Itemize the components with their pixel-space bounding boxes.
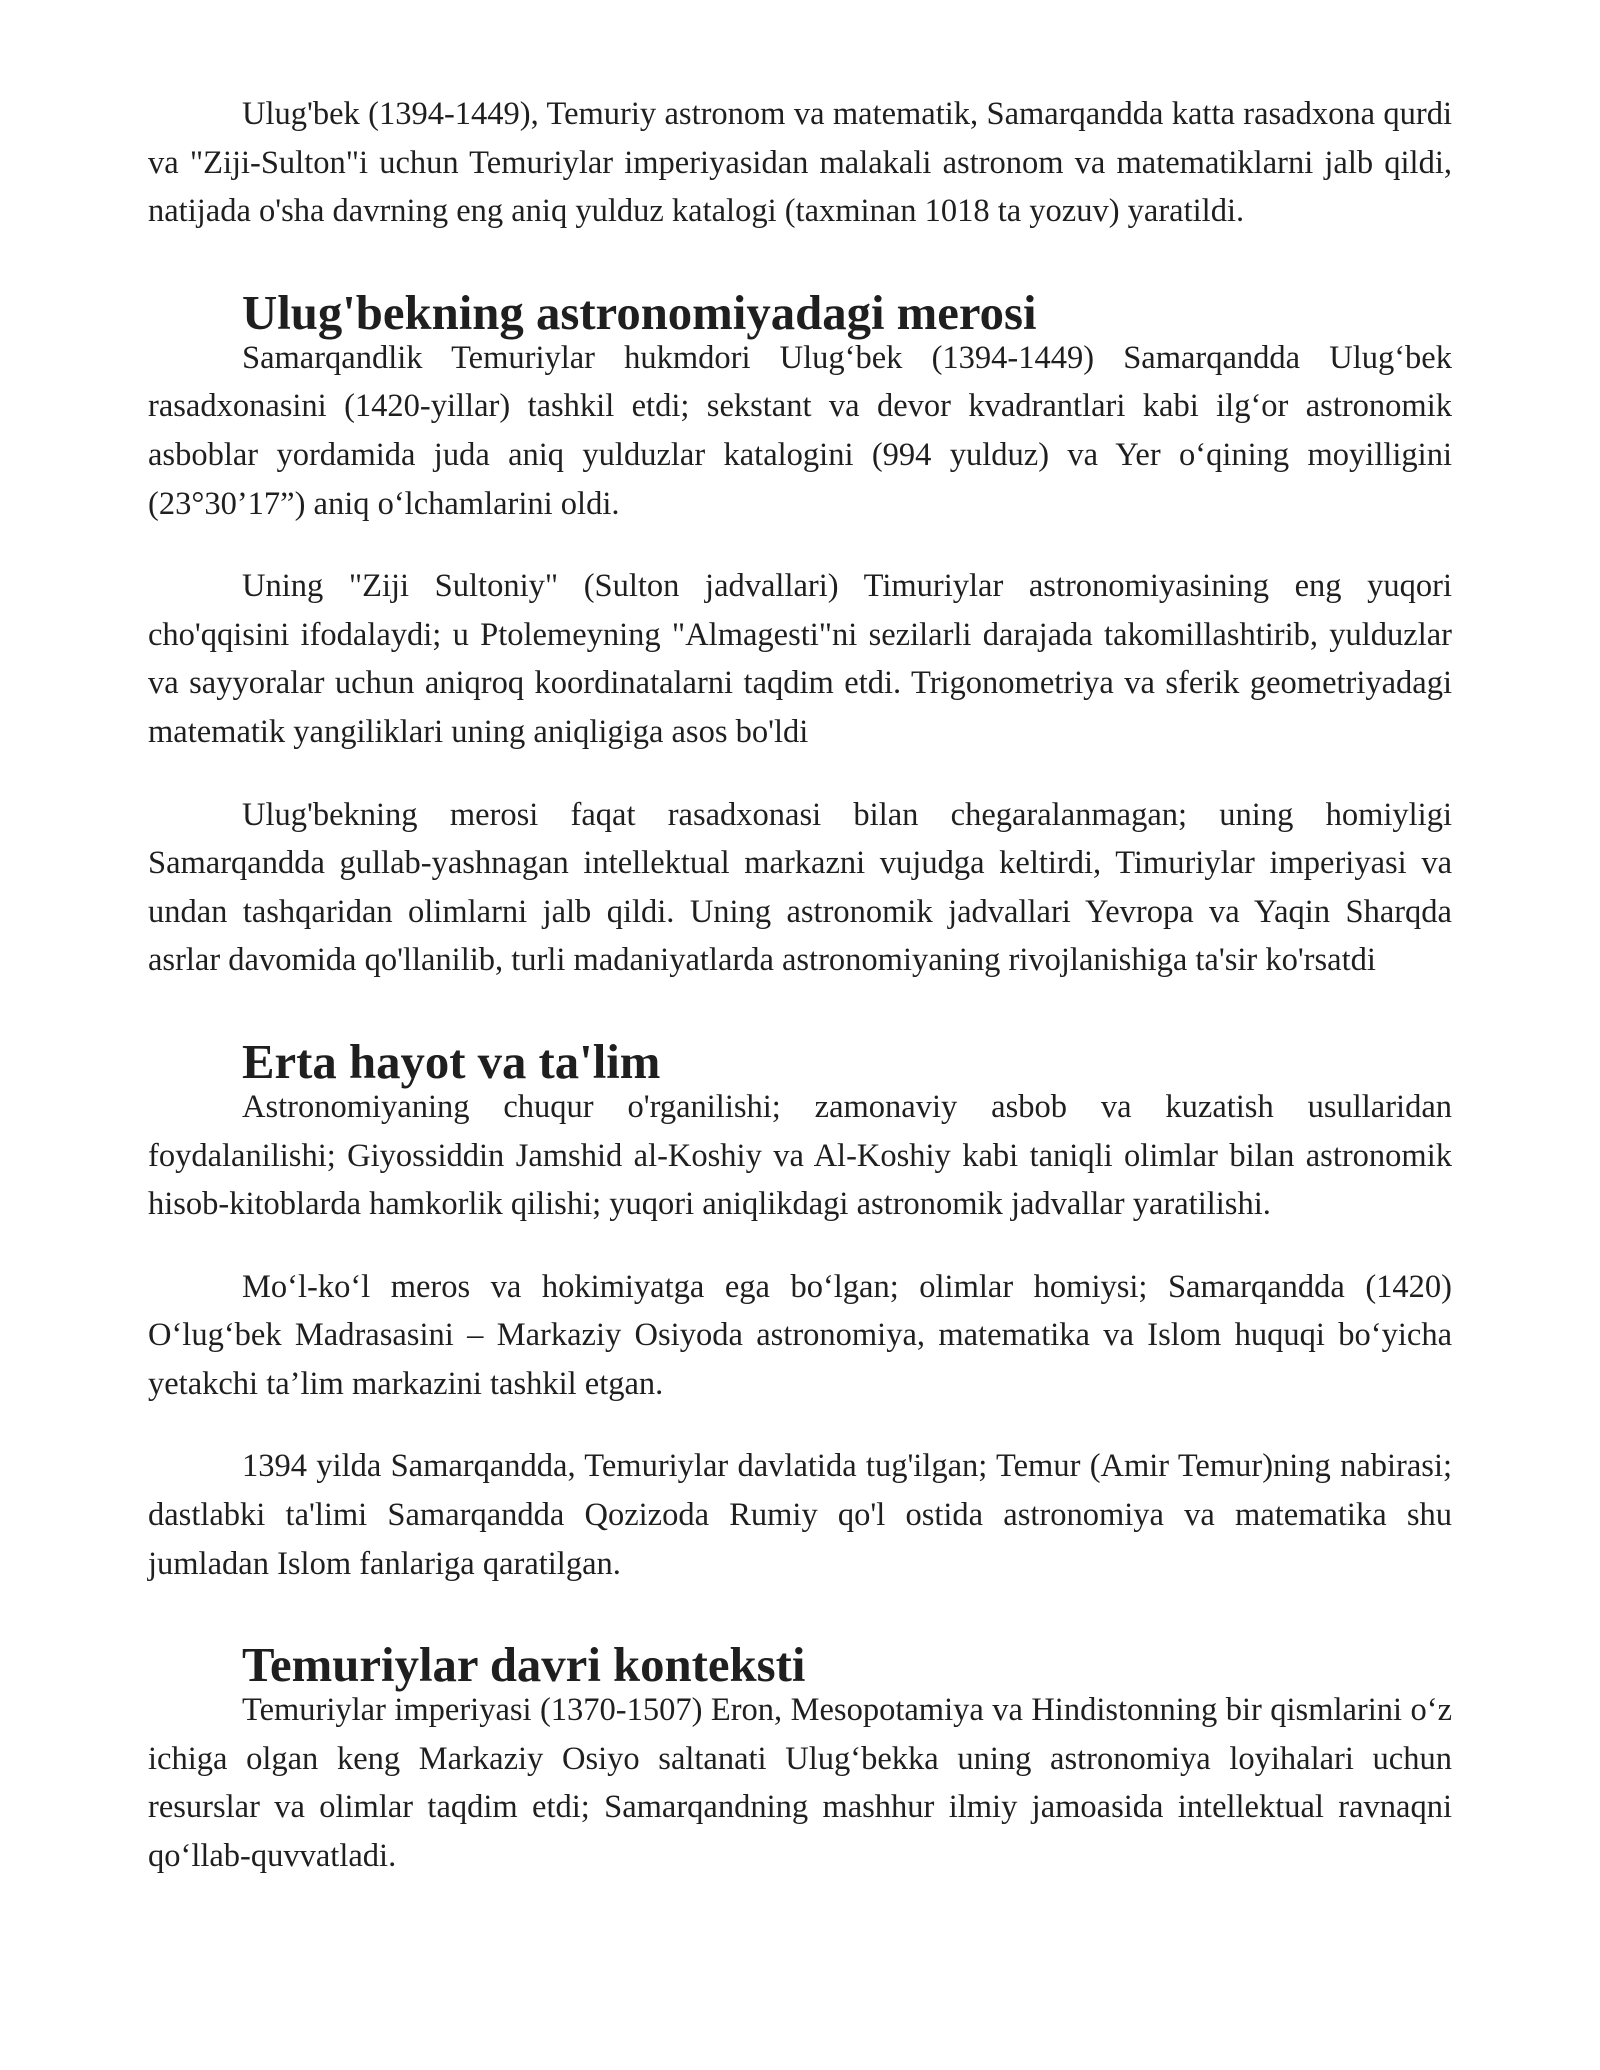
legacy-paragraph-1: Samarqandlik Temuriylar hukmdori Ulug‘bek (1394-1449) Samarqandda Ulug‘bek rasadxonasini (1420-yillar) tashkil etdi; sekstant va devor kvadrantlari kabi ilg‘or astronomik asboblar yordamida juda aniq yulduzlar katalogini (994 yulduz) va Yer o‘qining moyilligini (23°30’17”) aniq o‘lchamlarini oldi. <box>148 339 1452 522</box>
section-spacer <box>148 236 1452 292</box>
document-page <box>148 90 1452 1881</box>
early-life-paragraph-2: Mo‘l-ko‘l meros va hokimiyatga ega bo‘lgan; olimlar homiysi; Samarqandda (1420) O‘lug‘bek Madrasasini – Markaziy Osiyoda astronomiya, matematika va Islom huquqi bo‘yicha yetakchi ta’lim markazini tashkil etgan. <box>148 1268 1452 1402</box>
section-spacer <box>148 1588 1452 1644</box>
intro-paragraph: Ulug'bek (1394-1449), Temuriy astronom va matematik, Samarqandda katta rasadxona qurdi va "Ziji-Sulton"i uchun Temuriylar imperiyasidan malakali astronom va matematiklarni jalb qildi, natijada o'sha davrning eng aniq yulduz katalogi (taxminan 1018 ta yozuv) yaratildi. <box>148 96 1452 230</box>
section-heading-timurid-context: Temuriylar davri konteksti <box>242 1638 806 1693</box>
paragraph-spacer <box>148 1229 1452 1263</box>
legacy-paragraph-3: Ulug'bekning merosi faqat rasadxonasi bilan chegaralanmagan; uning homiyligi Samarqandda gullab-yashnagan intellektual markazni vujudga keltirdi, Timuriylar imperiyasi va undan tashqaridan olimlarni jalb qildi. Uning astronomik jadvallari Yevropa va Yaqin Sharqda asrlar davomida qo'llanilib, turli madaniyatlarda astronomiyaning rivojlanishiga ta'sir ko'rsatdi <box>148 796 1452 979</box>
section-heading-early-life: Erta hayot va ta'lim <box>242 1034 661 1089</box>
early-life-paragraph-3: 1394 yilda Samarqandda, Temuriylar davlatida tug'ilgan; Temur (Amir Temur)ning nabirasi; dastlabki ta'limi Samarqandda Qozizoda Rumiy qo'l ostida astronomiya va matematika shu jumladan Islom fanlariga qaratilgan. <box>148 1448 1452 1582</box>
early-life-paragraph-1: Astronomiyaning chuqur o'rganilishi; zamonaviy asbob va kuzatish usullaridan foydalanilishi; Giyossiddin Jamshid al-Koshiy va Al-Koshiy kabi taniqli olimlar bilan astronomik hisob-kitoblarda hamkorlik qilishi; yuqori aniqlikdagi astronomik jadvallar yaratilishi. <box>148 1088 1452 1223</box>
timurid-context-paragraph-1: Temuriylar imperiyasi (1370-1507) Eron, Mesopotamiya va Hindistonning bir qismlarini o‘z ichiga olgan keng Markaziy Osiyo saltanati Ulug‘bekka uning astronomiya loyihalari uchun resurslar va olimlar taqdim etdi; Samarqandning mashhur ilmiy jamoasida intellektual ravnaqni qo‘llab-quvvatladi. <box>148 1692 1452 1875</box>
legacy-paragraph-2: Uning "Ziji Sultoniy" (Sulton jadvallari) Timuriylar astronomiyasining eng yuqori cho'qqisini ifodalaydi; u Ptolemeyning "Almagesti"ni sezilarli darajada takomillashtirib, yulduzlar va sayyoralar uchun aniqroq koordinatalarni taqdim etdi. Trigonometriya va sferik geometriyadagi matematik yangiliklari uning aniqligiga asos bo'ldi <box>148 568 1452 750</box>
paragraph-spacer <box>148 528 1452 562</box>
paragraph-spacer <box>148 1408 1452 1442</box>
paragraph-spacer <box>148 757 1452 791</box>
section-heading-legacy: Ulug'bekning astronomiyadagi merosi <box>242 285 1037 340</box>
section-spacer <box>148 985 1452 1041</box>
